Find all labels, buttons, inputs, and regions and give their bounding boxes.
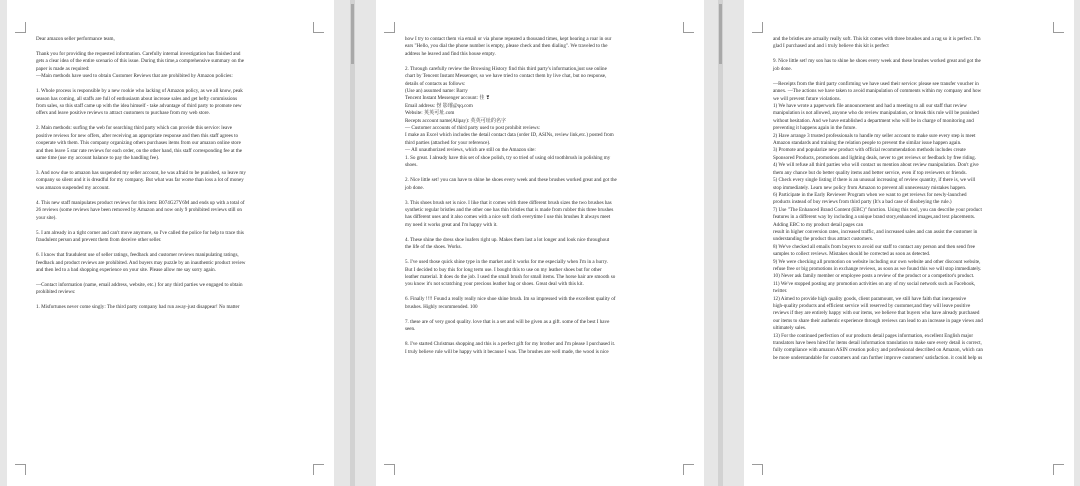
scrollbar-thumb[interactable] — [719, 4, 722, 64]
text-line: Email address: 伢 影璀@qq.com — [405, 102, 473, 109]
text-line: 6) Participate in the Early Reviewer Program when we want to get reviews for newly-launched — [773, 191, 967, 198]
text-line: Thank you for providing the requested information. Carefully internal investigation has finished and — [36, 51, 241, 57]
document-page-2 — [376, 0, 704, 486]
paragraph — [405, 259, 682, 289]
text-line: job done. — [405, 184, 424, 191]
text-line: third parties (attached for your reference). — [405, 139, 491, 146]
scrollbar-middle[interactable] — [718, 0, 723, 486]
text-line: Recepts account name(Alipay): 英英可址的名字 — [405, 117, 507, 124]
paragraph — [36, 252, 312, 274]
paragraph — [36, 51, 312, 81]
text-line: ultimately sales. — [773, 325, 807, 332]
text-line: how I try to contact them via email or via phone repeated a thousand times, kept hearing a roar in our — [405, 36, 612, 42]
margin-mark-top-left — [752, 22, 763, 33]
text-line: cooperate with them. This company organizing others purchases items from our amazon online store — [36, 140, 241, 147]
text-line: 2) Have arrange 3 trusted professionals to handle my seller account to make sure every step is meet — [773, 132, 976, 139]
text-line: products instead of buy reviews from third party (It's a bad case of disobeying the rule.) — [773, 199, 952, 206]
text-line: Adding EBC to my product detail pages can — [773, 221, 864, 228]
text-line: our items to share their authentic experience through reviews can lead to an increase in page views and — [773, 317, 983, 324]
text-line: annex. —The actions we have taken to avoid manipulation of comments within my company and how — [773, 88, 982, 95]
margin-mark-bottom-left — [15, 464, 26, 475]
text-line: and then led to a bad shopping experience on your site. Please allow me say sorry again. — [36, 266, 216, 273]
text-line: samples to collect reviews. Mistakes should be corrected as soon as detected. — [773, 251, 931, 258]
text-line: 1. Misfortunes never come singly: The third party company had run away-just disappear! No matter — [36, 304, 240, 311]
paragraph — [405, 177, 682, 192]
text-line: my need it works great and I'm happy with it. — [405, 221, 498, 228]
paragraph — [36, 282, 312, 297]
text-line: 5) Check every single listing if there is an unusual increasing of review quantity, if there is, we will — [773, 177, 976, 184]
text-line: was amazon suspended my account. — [36, 184, 110, 191]
text-line: Amazon standards and training the relation people to prevent the similar issue happen again. — [773, 140, 962, 147]
text-line: But I decided to buy this for long term use. I bought this to use on my leather shoes but for other — [405, 266, 602, 273]
margin-mark-bottom-right — [683, 464, 694, 475]
text-line: 1) We have wrote a paperwork file announcement and had a meeting to all our staff that review — [773, 103, 967, 110]
text-line: season has coming, all staffs are full of enthusiasm about increase sales and get hefty commissions — [36, 95, 238, 102]
text-line: and the bristles are actually really soft. This kit comes with three brushes and a rag so it is perfect. I'm — [773, 36, 981, 42]
text-line: your site). — [36, 214, 57, 221]
text-line: from sales, so this staff came up with the idea himself - take advantage of third party to promote new — [36, 103, 242, 110]
text-line: 2. Through carefully review the Browsing History find this third party's information,just use online — [405, 65, 607, 72]
text-line: 4. These shine the dress shoe loafers right up. Makes them last a lot longer and look nice throughout — [405, 236, 610, 243]
text-line: same time (use my account balance to pay the handling fee). — [36, 155, 160, 162]
document-page-3 — [744, 0, 1074, 486]
text-line: 7. these are of very good quality. love that is a set and will be given as a gift. some of the best I have — [405, 318, 610, 325]
text-line: translators have been hired for items detail information translation to make sure every detail is correct, — [773, 340, 982, 347]
text-line: 5. I am already in a tight corner and can't move anymore, so I've called the police for help to trace this — [36, 229, 244, 236]
text-line: 8) We've checked all emails from buyers to avoid our staff to contact any person and then send free — [773, 243, 976, 250]
text-line: paper is made as required: — [36, 65, 90, 72]
text-line: preventing it happens again in the future. — [773, 125, 857, 132]
margin-mark-bottom-left — [384, 464, 395, 475]
margin-mark-top-right — [313, 22, 324, 33]
text-line: 9) We were checking all promotion on website including our own website and other discount website, — [773, 258, 981, 265]
text-line: 3) Promote and popularize new product with official recommendation methods includes create — [773, 147, 966, 154]
text-line: reviews if they are entirely happy with our items, we believe that buyers who have already purchased — [773, 310, 980, 317]
text-line: you know it's not scratching your precious leather bag or shoes. Great deal with this kit. — [405, 281, 584, 288]
page-3-body-text — [773, 36, 1052, 370]
text-line: 4. This new staff manipulates product reviews for this item: B074G27Y6M and ends up with a total of — [36, 199, 245, 206]
text-line: feedback and product reviews are prohibited. And buyers may puzzle by an inauthentic product review — [36, 259, 246, 266]
text-line: 12) Aimed to provide high quality goods, client paramount, we still have faith that inexpensive — [773, 295, 967, 302]
margin-mark-top-right — [1053, 22, 1064, 33]
text-line: the life of the shoes. Works. — [405, 244, 462, 251]
text-line: — Customer accounts of third party used to post prohibit reviews: — [405, 125, 540, 132]
text-line: glad I purchased and and i truly believe this kit is perfect — [773, 43, 889, 50]
text-line: positive reviews for new offers, after receiving an appropriate response and then this staff agrees to — [36, 132, 239, 139]
scrollbar-left[interactable] — [350, 0, 355, 486]
margin-mark-bottom-left — [752, 464, 763, 475]
text-line: 9. Nice little set! my son has to shine he shoes every week and these brushes worked great and got the — [773, 58, 981, 65]
text-line: understanding the product thus attract customers. — [773, 236, 874, 243]
paragraph — [36, 230, 312, 245]
text-line: result in higher conversion rates, increased traffic, and increased sales and can assist the customer in — [773, 228, 978, 235]
text-line: prohibited reviews: — [36, 289, 76, 296]
document-page-1 — [7, 0, 334, 486]
margin-mark-bottom-right — [1053, 464, 1064, 475]
paragraph — [405, 66, 682, 170]
paragraph — [405, 237, 682, 252]
paragraph — [405, 319, 682, 334]
text-line: I truly believe rule will be happy with it because I was. The brushes are well made, the wood is nice — [405, 348, 609, 355]
text-line: 5. I've used those quick shine type in the market and it works for me especially when I'm in a hurry. — [405, 259, 608, 266]
text-line: offers and leave positive reviews to attract customers to purchase from my web store. — [36, 110, 210, 117]
page-2-body-text — [405, 36, 682, 364]
text-line: Dear amazon seller performance team, — [36, 36, 115, 42]
text-line: —Receipts from the third party confirming we have used their service: please see transfer voucher in — [773, 80, 979, 87]
text-line: 3. This shoes brush set is nice. I like that it comes with three different brush sizes the two brushes has — [405, 199, 612, 206]
text-line: address he leaved and find this house empty. — [405, 50, 496, 57]
margin-mark-top-left — [15, 22, 26, 33]
paragraph — [405, 296, 682, 311]
text-line: 2. Main methods: surfing the web for searching third party which can provide this service: leave — [36, 125, 233, 132]
margin-mark-top-left — [384, 22, 395, 33]
paragraph — [405, 341, 682, 356]
paragraph — [36, 88, 312, 118]
text-line: manipulation is not allowed, anyone who do review manipulation, or break this rule will be punished — [773, 110, 979, 117]
text-line: seen. — [405, 326, 416, 333]
text-line: 7) Use "The Enhanced Brand Content (EBC)" function. Using this tool, you can describe your product — [773, 206, 982, 213]
text-line: details of contacts as follows: — [405, 80, 466, 87]
text-line: has different uses and it also comes with a nice soft cloth everytime I use this brushes It always meet — [405, 214, 611, 221]
text-line: job done. — [773, 65, 792, 72]
text-line: 1. Whole process is responsible by a new rookie who lacking of Amazon policy, as we all know, peak — [36, 88, 243, 95]
text-line: brushes. Highly recommended. 100 — [405, 303, 478, 310]
text-line: high-quality products and efficient service will reserved by customer,and they will leave positive — [773, 303, 971, 309]
paragraph — [36, 36, 312, 43]
text-line: — All unauthorized reviews, which are still on the Amazon site: — [405, 147, 536, 154]
paragraph — [405, 36, 682, 58]
text-line: Website: 英英可址.com — [405, 110, 455, 117]
paragraph — [773, 36, 1052, 51]
text-line: 26 reviews (some reviews have been removed by Amazon and now only 9 prohibited reviews still on — [36, 207, 242, 214]
text-line: features in a different way by including a unique brand story,enhanced images,and text placements. — [773, 214, 976, 221]
paragraph — [36, 170, 312, 192]
margin-mark-top-right — [683, 22, 694, 33]
text-line: 1. So great. I already have this set of shoe polish, try so tried of using old toothbrush in polishing my — [405, 154, 611, 161]
paragraph — [773, 81, 1052, 362]
text-line: shoes. — [405, 162, 418, 169]
text-line: —Main methods have used to obtain Customer Reviews that are prohibited by Amazon policies: — [36, 73, 233, 80]
text-line: Sponsored Products, promotions and lighting deals, never to get reviews or feedback by free riding. — [773, 154, 976, 161]
paragraph — [36, 200, 312, 222]
text-line: chart by Tencent Instant Messenger, so we have tried to contact them by live chat, but no response, — [405, 73, 607, 80]
text-line: twitter. — [773, 288, 788, 295]
text-line: them any chance but do better quality items and better service, even if top reviewers or friends. — [773, 169, 967, 176]
text-line: —Contact information (name, email address, website, etc.) for any third parties we engaged to obtain — [36, 281, 243, 288]
paragraph — [405, 200, 682, 230]
page-1-body-text — [36, 36, 312, 319]
text-line: refuse free or big promotions in exchange reviews, as soon as we found this we will stop immediately. — [773, 265, 982, 272]
text-line: and then leave 5 star rate reviews for each order, on the other hand, this staff corresponding fee at the — [36, 147, 243, 154]
text-line: gets a clear idea of the entire scenario of this issue. During this time,a comprehensive summary on the — [36, 58, 245, 65]
text-line: 6. Finally !!!! Found a really really nice shoe shine brush. Im so impressed with the excellent quality of — [405, 296, 616, 303]
paragraph — [36, 304, 312, 311]
scrollbar-thumb[interactable] — [351, 4, 354, 64]
text-line: fully compliance with amazon ASIN creation policy and professional described on Amazon, which can — [773, 347, 983, 354]
text-line: fraudulent person and prevent them from deceive other seller. — [36, 237, 162, 244]
text-line: (Use an) assumed name: Barry — [405, 88, 468, 95]
text-line: ears "Hello, you dial the phone number is empty, please check and then dialing". We traveled to the — [405, 43, 608, 50]
text-line: 4) We will refuse all third parties who will contact us mention about review manipulation. Don't give — [773, 162, 979, 169]
text-line: 8. I've started Christmas shopping and this is a perfect gift for my brother and I'm please I purchased it. — [405, 341, 616, 348]
paragraph — [773, 58, 1052, 73]
text-line: synthetic regular bristles and the other one has thin bristles that is made from rubber this three brushes — [405, 206, 614, 213]
text-line: 3. And now due to amazon has suspended my seller account, he was afraid to be punished, so leave my — [36, 170, 246, 177]
text-line: be more understandable for customers and can further improve customers' satisfaction. it could help us — [773, 354, 983, 361]
text-line: 6. I know that fraudulent use of seller ratings, feedback and customer reviews manipulating ratings, — [36, 252, 239, 259]
text-line: 11) We've stopped posting any promotion activities on any of my social network such as Facebook, — [773, 280, 976, 287]
text-line: leather material. It does do the job. I used the small brush for small items. The horse hair are smooth so — [405, 273, 616, 280]
text-line: 2. Nice little set! you can have to shine he shoes every week and these brushes worked great and got the — [405, 177, 617, 184]
text-line: Tencent Instant Messenger account: 佳 ❣ — [405, 95, 490, 102]
text-line: company so silent and it is dreadful for my company. But what was far worse than loss a lot of money — [36, 177, 244, 184]
margin-mark-bottom-right — [313, 464, 324, 475]
text-line: I make an Excel which includes the detail contact data (order ID, ASINs, review link,etc.) posted from — [405, 132, 614, 139]
text-line: stop immediately. Learn new policy from Amazon to prevent all unnecessary mistakes happen. — [773, 184, 967, 191]
text-line: 13) For the continued perfection of our products detail pages information, excellent English major — [773, 332, 974, 339]
text-line: we will prevent future violations. — [773, 95, 841, 102]
text-line: without hesitation. And we have established a department who will be in charge of monitoring and — [773, 117, 974, 124]
paragraph — [36, 125, 312, 162]
text-line: 10) Never ask family member or employee posts a review of the product or a competitor's product. — [773, 273, 975, 280]
